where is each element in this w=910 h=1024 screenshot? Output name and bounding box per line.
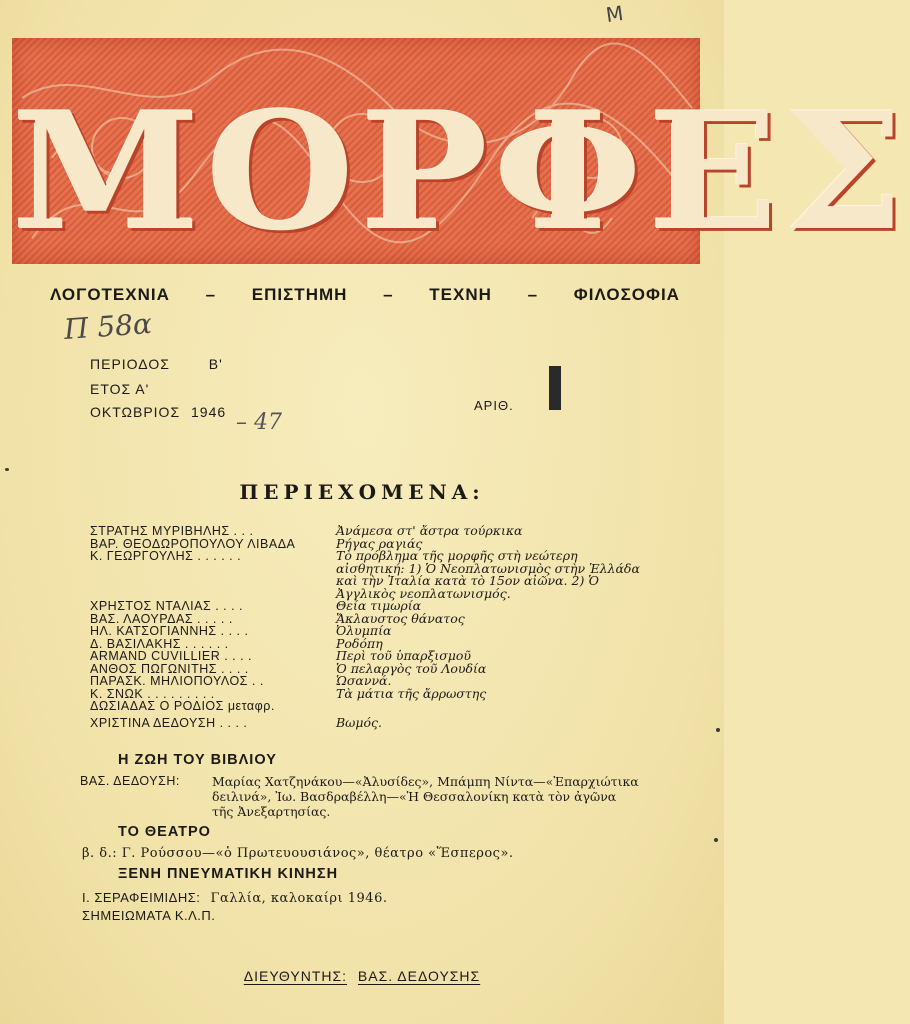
subject-philosophy: ΦΙΛΟΣΟΦΙΑ bbox=[573, 285, 680, 304]
subject-dash: – bbox=[527, 285, 539, 304]
corner-handwritten-mark: M bbox=[604, 0, 625, 28]
toc-row bbox=[90, 714, 650, 730]
handwritten-year-range: – 47 bbox=[236, 410, 282, 435]
handwritten-catalog-code: Π 58α bbox=[62, 306, 153, 347]
month-label: ΟΚΤΩΒΡΙΟΣ bbox=[90, 404, 181, 420]
subject-literature: ΛΟΓΟΤΕΧΝΙΑ bbox=[50, 285, 170, 304]
paper-speck bbox=[5, 468, 9, 471]
theatre-line bbox=[82, 845, 514, 861]
toc-author: ΧΡΙΣΤΙΝΑ ΔΕΔΟΥΣΗ . . . . bbox=[90, 715, 248, 730]
foreign-section-heading: ΞΕΝΗ ΠΝΕΥΜΑΤΙΚΗ ΚΙΝΗΣΗ bbox=[118, 866, 339, 882]
issue-number-label: ΑΡΙΘ. bbox=[474, 398, 514, 413]
toc-author: ΑΝΘΟΣ ΠΩΓΩΝΙΤΗΣ . . . . bbox=[90, 661, 249, 676]
toc-author: Κ. ΓΕΩΡΓΟΥΛΗΣ . . . . . . bbox=[90, 549, 242, 563]
toc-title: Ὀλυμπία bbox=[336, 623, 392, 638]
director-name: ΒΑΣ. ΔΕΔΟΥΣΗΣ bbox=[357, 968, 481, 984]
toc-row bbox=[90, 550, 650, 600]
toc-author: ARMAND CUVILLIER . . . . bbox=[90, 649, 253, 663]
period-value: Β' bbox=[208, 356, 223, 372]
book-review-entry bbox=[80, 774, 640, 819]
toc-title: Περὶ τοῦ ὑπαρξισμοῦ bbox=[336, 648, 472, 663]
toc-title: Θεία τιμωρία bbox=[336, 598, 422, 613]
month-line bbox=[90, 404, 226, 420]
magazine-title: ΜΟΡΦΕΣ bbox=[12, 77, 910, 267]
toc-title bbox=[336, 700, 650, 713]
toc-title: Τὰ μάτια τῆς ἄρρωστης bbox=[336, 685, 487, 701]
year-value: 1946 bbox=[191, 404, 227, 420]
toc-row bbox=[90, 700, 650, 713]
table-of-contents bbox=[90, 525, 650, 729]
toc-author: Δ. ΒΑΣΙΛΑΚΗΣ . . . . . . bbox=[90, 636, 229, 651]
subject-art: ΤΕΧΝΗ bbox=[429, 285, 492, 304]
toc-author: ΠΑΡΑΣΚ. ΜΗΛΙΟΠΟΥΛΟΣ . . bbox=[90, 674, 264, 688]
subject-line bbox=[50, 285, 680, 305]
book-section-heading: Η ΖΩΗ ΤΟΥ ΒΙΒΛΙΟΥ bbox=[118, 752, 277, 768]
paper-speck bbox=[716, 728, 720, 732]
subject-dash: – bbox=[383, 285, 394, 304]
director-label: ΔΙΕΥΘΥΝΤΗΣ: bbox=[243, 968, 348, 984]
toc-author: ΒΑΣ. ΛΑΟΥΡΔΑΣ . . . . . bbox=[90, 611, 233, 626]
foreign-line-1 bbox=[82, 890, 387, 906]
toc-title: Ἄκλαυστος θάνατος bbox=[336, 610, 465, 626]
book-review-author: ΒΑΣ. ΔΕΔΟΥΣΗ: bbox=[80, 774, 180, 788]
toc-author: ΔΩΣΙΑΔΑΣ Ο ΡΟΔΙΟΣ μεταφρ. bbox=[90, 699, 275, 713]
period-line bbox=[90, 356, 223, 372]
notes-line: ΣΗΜΕΙΩΜΑΤΑ Κ.Λ.Π. bbox=[82, 908, 216, 923]
foreign-text: Γαλλία, καλοκαίρι 1946. bbox=[210, 891, 388, 906]
subject-dash: – bbox=[205, 285, 217, 304]
issue-number-mark bbox=[549, 366, 561, 410]
director-line bbox=[0, 968, 724, 984]
toc-title: Τὸ πρόβλημα τῆς μορφῆς στὴ νεώτερη αἰσθητική: 1) Ὁ Νεοπλατωνισμὸς στὴν Ἑλλάδα καὶ τὴν Ἰταλία κατὰ τὸ 15ον αἰῶνα. 2) Ὁ Ἀγγλικὸς νεοπλατωνισμός. bbox=[336, 548, 640, 601]
toc-title: Ὡσαννά. bbox=[336, 673, 392, 688]
theatre-text: β. δ.: Γ. Ρούσσου—«ὁ Πρωτευουσιάνος», θέατρο «Ἕσπερος». bbox=[82, 846, 514, 861]
toc-author: Κ. ΣΝΩΚ . . . . . . . . . bbox=[90, 686, 215, 701]
year-label: ΕΤΟΣ Α' bbox=[90, 381, 150, 397]
paper-speck bbox=[714, 838, 718, 842]
toc-title: Ὁ πελαργὸς τοῦ Λουδία bbox=[336, 660, 487, 676]
period-label: ΠΕΡΙΟΔΟΣ bbox=[90, 356, 170, 372]
toc-title: Βωμός. bbox=[336, 714, 383, 730]
toc-title: Ἀνάμεσα στ' ἄστρα τούρκικα bbox=[336, 523, 523, 538]
toc-author: ΣΤΡΑΤΗΣ ΜΥΡΙΒΗΛΗΣ . . . bbox=[90, 524, 254, 538]
toc-author: ΧΡΗΣΤΟΣ ΝΤΑΛΙΑΣ . . . . bbox=[90, 599, 244, 613]
theatre-section-heading: ΤΟ ΘΕΑΤΡΟ bbox=[118, 824, 211, 840]
contents-heading: ΠΕΡΙΕΧΟΜΕΝΑ: bbox=[239, 480, 485, 504]
toc-author: ΒΑΡ. ΘΕΟΔΩΡΟΠΟΥΛΟΥ ΛΙΒΑΔΑ bbox=[90, 536, 296, 551]
toc-author: ΗΛ. ΚΑΤΣΟΓΙΑΝΝΗΣ . . . . bbox=[90, 624, 249, 638]
masthead-banner bbox=[12, 38, 910, 267]
book-review-text: Μαρίας Χατζηνάκου—«Ἀλυσίδες», Μπάμπη Νίντα—«Ἐπαρχιώτικα δειλινά», Ἰω. Βασδραβέλλη—«Ἡ Θεσσαλονίκη κατὰ τὸν ἀγῶνα τῆς Ἀνεξαρτησίας. bbox=[212, 774, 639, 819]
subject-science: ΕΠΙΣΤΗΜΗ bbox=[251, 285, 348, 304]
toc-title: Ροδόπη bbox=[336, 635, 383, 651]
foreign-author: Ι. ΣΕΡΑΦΕΙΜΙΔΗΣ: bbox=[82, 890, 201, 905]
toc-title: Ρήγας ραγιάς bbox=[336, 535, 423, 551]
